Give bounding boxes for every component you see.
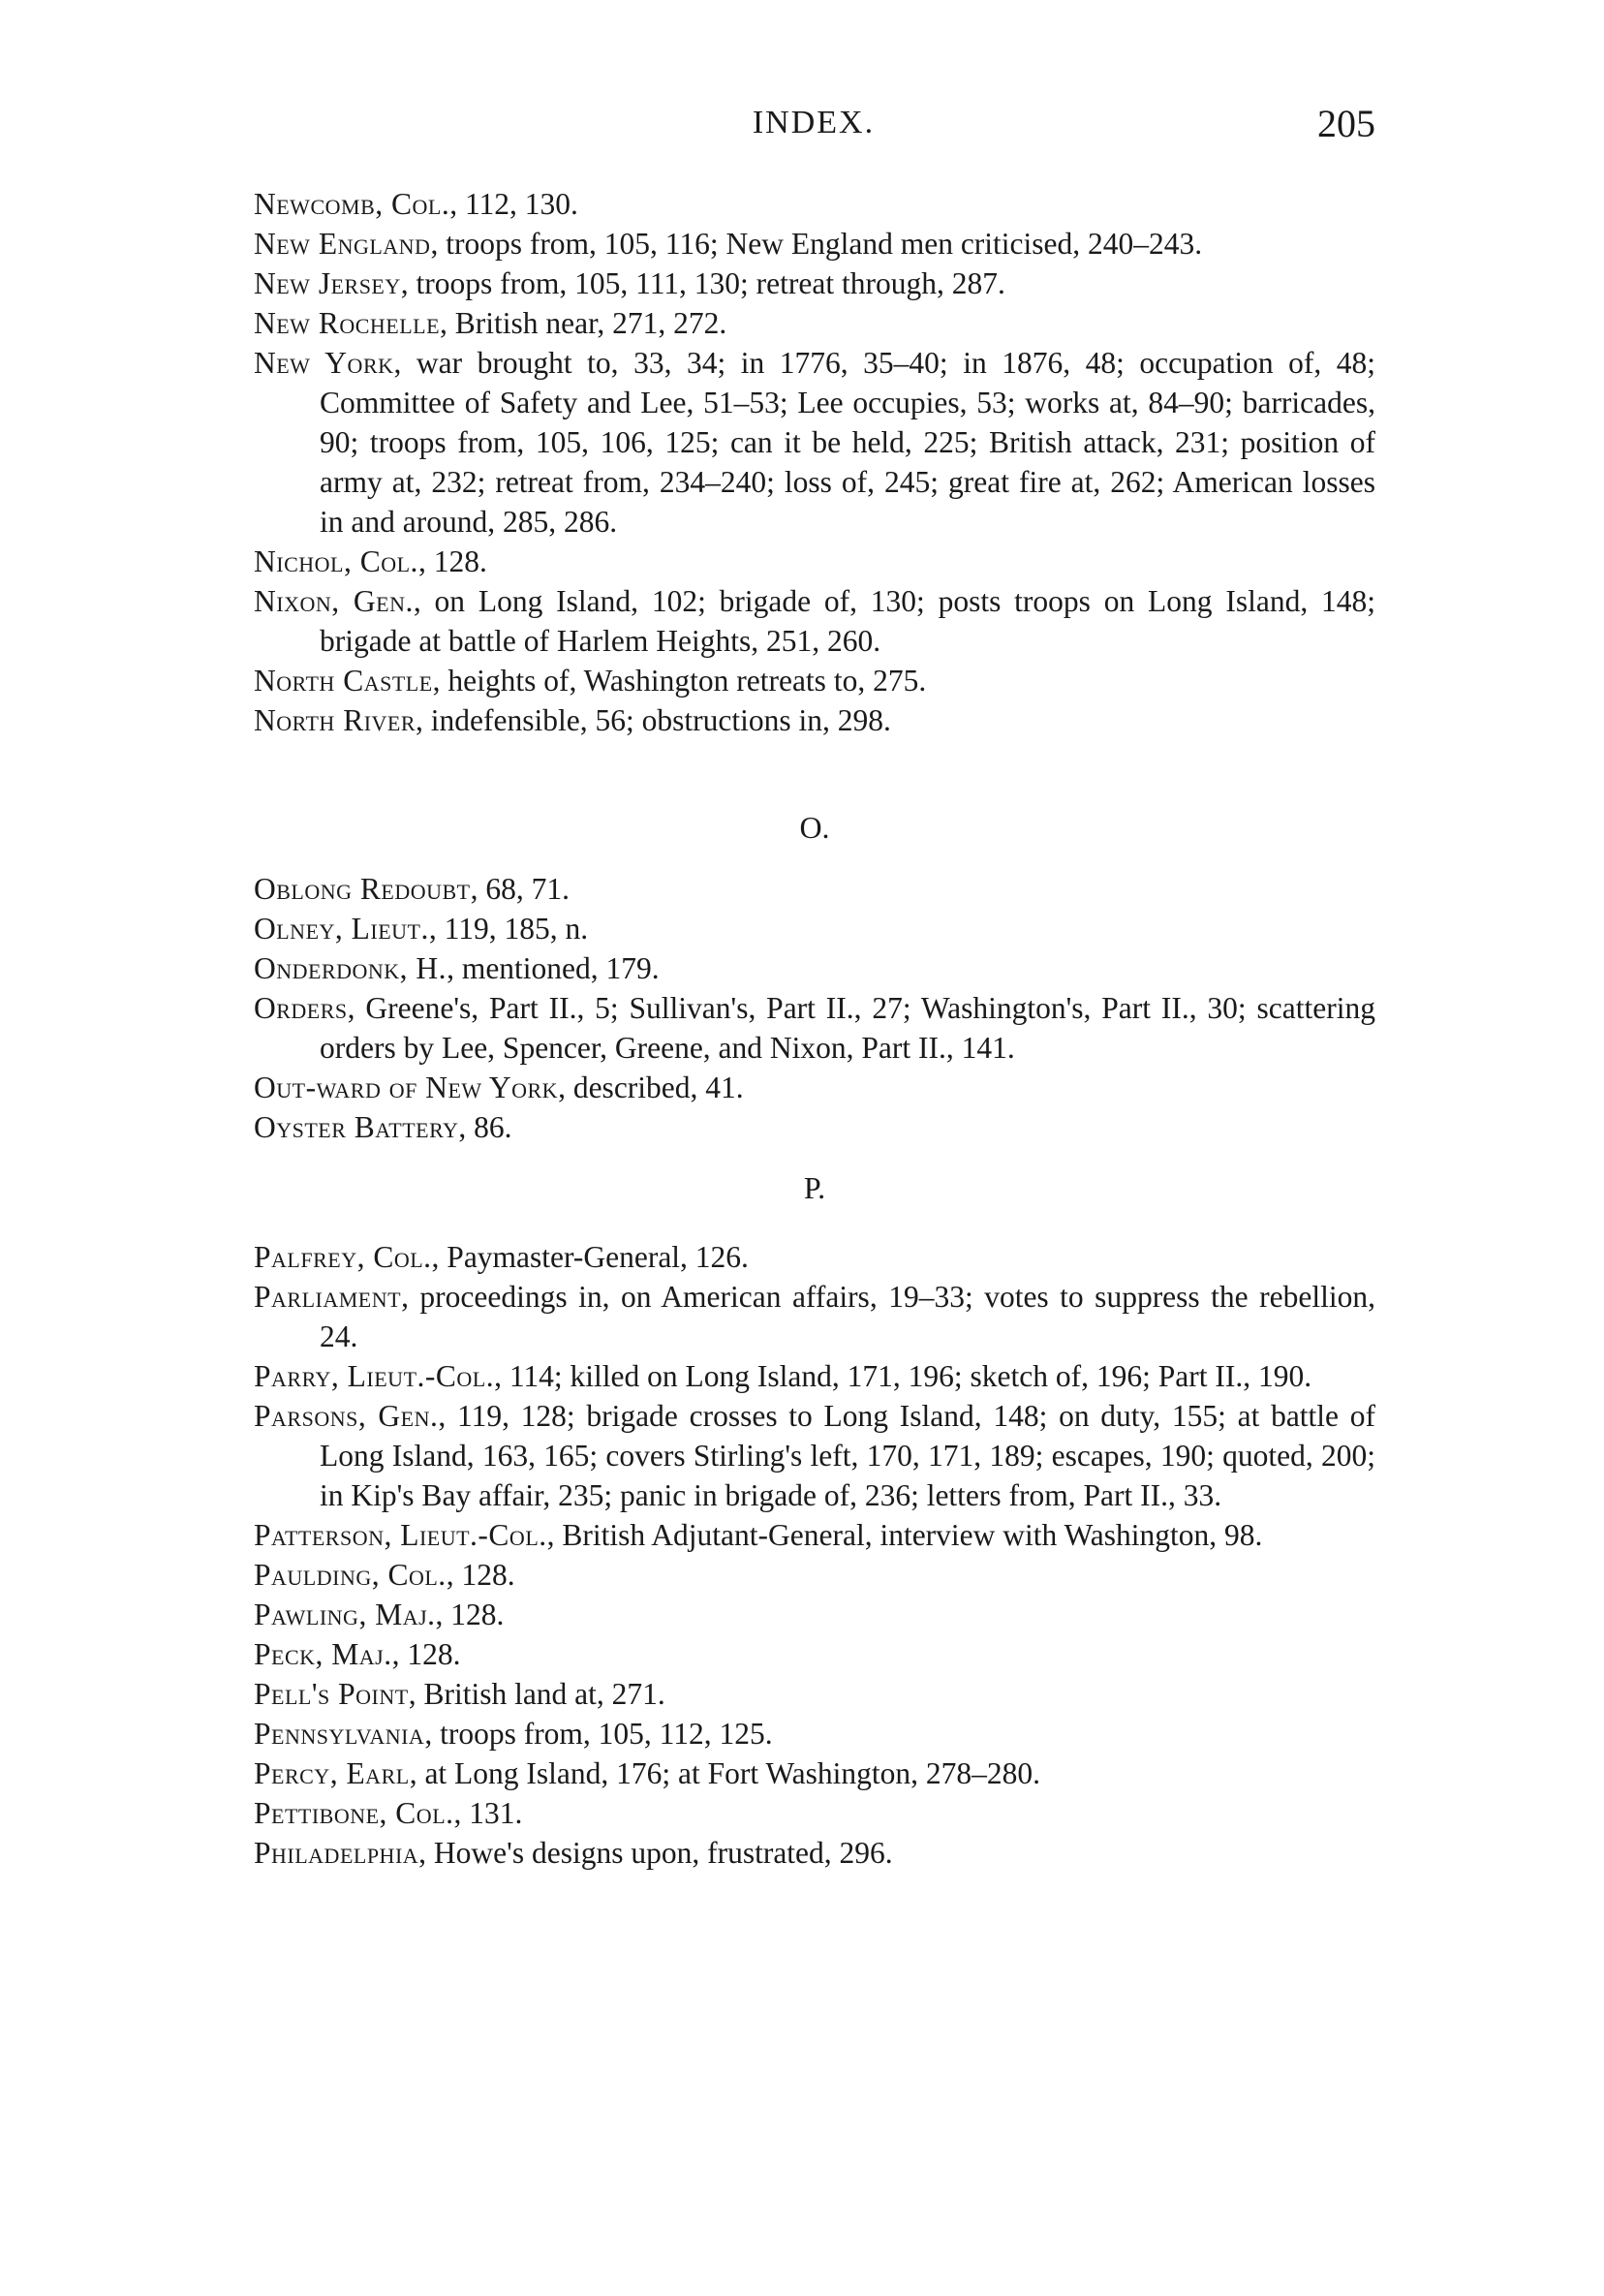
entry-heading: Orders — [254, 991, 348, 1025]
entry-heading: New Rochelle — [254, 306, 441, 340]
index-entry — [254, 303, 1375, 343]
index-entry — [254, 1674, 1375, 1714]
index-entry — [254, 1595, 1375, 1634]
index-entry — [254, 343, 1375, 542]
index-entry — [254, 1833, 1375, 1873]
entry-text: , 112, 130. — [449, 187, 578, 221]
index-entry — [254, 909, 1375, 948]
entry-heading: Olney, Lieut. — [254, 912, 429, 946]
entry-text: , mentioned, 179. — [447, 951, 660, 985]
entry-text: , 119, 128; brigade crosses to Long Island, 148; on duty, 155; at battle of Long Island, 163, 165; covers Stirling's left, 170, 171, 189; escapes, 190; quoted, 200; in Kip's Bay affair, 235; panic in brigade of, 236; letters from, Part II., 33. — [320, 1399, 1376, 1512]
index-entry — [254, 661, 1375, 700]
index-body — [254, 184, 1375, 1873]
entry-heading: North Castle — [254, 664, 433, 698]
entry-text: , indefensible, 56; obstructions in, 298. — [416, 703, 891, 737]
index-entry — [254, 1793, 1375, 1833]
entry-text: , British near, 271, 272. — [440, 306, 727, 340]
index-entry — [254, 1356, 1375, 1396]
entry-text: , Greene's, Part II., 5; Sullivan's, Part II., 27; Washington's, Part II., 30; scattering orders by Lee, Spencer, Greene, and Nixon, Part II., 141. — [320, 991, 1375, 1065]
section-letter: O. — [799, 810, 830, 845]
index-entry — [254, 224, 1375, 264]
entry-heading: New Jersey — [254, 266, 401, 300]
index-entry — [254, 1107, 1375, 1147]
index-entry — [254, 1515, 1375, 1555]
entry-heading: Newcomb, Col. — [254, 187, 450, 221]
entry-heading: Percy, Earl — [254, 1756, 410, 1790]
index-entry — [254, 988, 1375, 1068]
index-entry — [254, 264, 1375, 303]
entry-heading: Oblong Redoubt — [254, 872, 471, 906]
index-entry — [254, 1396, 1375, 1515]
entry-heading: Philadelphia — [254, 1836, 419, 1870]
running-title: INDEX. — [752, 105, 876, 140]
entry-heading: Oyster Battery — [254, 1110, 459, 1144]
entry-heading: New England — [254, 227, 431, 261]
entry-text: , troops from, 105, 112, 125. — [424, 1717, 773, 1751]
index-entry — [254, 542, 1375, 581]
index-entry — [254, 1634, 1375, 1674]
entry-heading: Pawling, Maj. — [254, 1598, 436, 1631]
entry-text: , 119, 185, n. — [428, 912, 589, 946]
entry-heading: Nixon, Gen. — [254, 584, 414, 618]
entry-text: , Howe's designs upon, frustrated, 296. — [418, 1836, 893, 1870]
entry-text: , described, 41. — [558, 1070, 744, 1104]
index-entry — [254, 1068, 1375, 1107]
page-header — [252, 102, 1375, 153]
entry-text: , 128. — [417, 544, 487, 578]
entry-heading: Nichol, Col. — [254, 544, 418, 578]
entry-heading: Paulding, Col. — [254, 1558, 447, 1592]
entry-text: , at Long Island, 176; at Fort Washington, 278–280. — [409, 1756, 1041, 1790]
entry-heading: Parliament — [254, 1280, 402, 1314]
index-entry — [254, 1277, 1375, 1356]
index-entry — [254, 581, 1375, 661]
entry-heading: Peck, Maj. — [254, 1637, 392, 1671]
index-entry — [254, 869, 1375, 909]
entry-text: , British Adjutant-General, interview with Washington, 98. — [546, 1518, 1263, 1552]
index-entry — [254, 184, 1375, 224]
entry-heading: Onderdonk, H. — [254, 951, 447, 985]
entry-text: , on Long Island, 102; brigade of, 130; posts troops on Long Island, 148; brigade at battle of Harlem Heights, 251, 260. — [320, 584, 1375, 658]
section-letter: P. — [803, 1170, 826, 1205]
index-entry — [254, 1237, 1375, 1277]
entry-text: , heights of, Washington retreats to, 275. — [432, 664, 927, 698]
entry-text: , 86. — [458, 1110, 512, 1144]
entry-text: , proceedings in, on American affairs, 19–33; votes to suppress the rebellion, 24. — [320, 1280, 1375, 1353]
entry-text: , 114; killed on Long Island, 171, 196; sketch of, 196; Part II., 190. — [494, 1359, 1312, 1393]
entry-heading: Pennsylvania — [254, 1717, 425, 1751]
page-number: 205 — [1317, 102, 1375, 145]
entry-heading: North River — [254, 703, 416, 737]
entry-heading: Palfrey, Col. — [254, 1240, 432, 1274]
entry-text: , 68, 71. — [470, 872, 570, 906]
entry-heading: Out-ward of New York — [254, 1070, 559, 1104]
entry-heading: Parsons, Gen. — [254, 1399, 439, 1433]
entry-text: , war brought to, 33, 34; in 1776, 35–40; in 1876, 48; occupation of, 48; Committee of Safety and Lee, 51–53; Lee occupies, 53; works at, 84–90; barricades, 90; troops from, 105, 106, 125; can it be held, 225; British attack, 231; position of army at, 232; retreat from, 234–240; loss of, 245; great fire at, 262; American losses in and around, 285, 286. — [320, 346, 1375, 539]
entry-heading: Pettibone, Col. — [254, 1796, 454, 1830]
entry-heading: Pell's Point — [254, 1677, 409, 1711]
index-entry — [254, 948, 1375, 988]
index-entry — [254, 1555, 1375, 1595]
entry-text: , Paymaster-General, 126. — [431, 1240, 749, 1274]
entry-text: , 131. — [453, 1796, 523, 1830]
entry-text: , troops from, 105, 116; New England men criticised, 240–243. — [430, 227, 1203, 261]
entry-text: , 128. — [391, 1637, 461, 1671]
entry-text: , 128. — [446, 1558, 515, 1592]
entry-heading: Parry, Lieut.-Col. — [254, 1359, 495, 1393]
entry-heading: New York — [254, 346, 394, 380]
entry-heading: Patterson, Lieut.-Col. — [254, 1518, 547, 1552]
entry-text: , British land at, 271. — [408, 1677, 665, 1711]
index-entry — [254, 700, 1375, 740]
entry-text: , 128. — [435, 1598, 505, 1631]
index-entry — [254, 1753, 1375, 1793]
entry-text: , troops from, 105, 111, 130; retreat through, 287. — [400, 266, 1005, 300]
index-entry — [254, 1714, 1375, 1753]
